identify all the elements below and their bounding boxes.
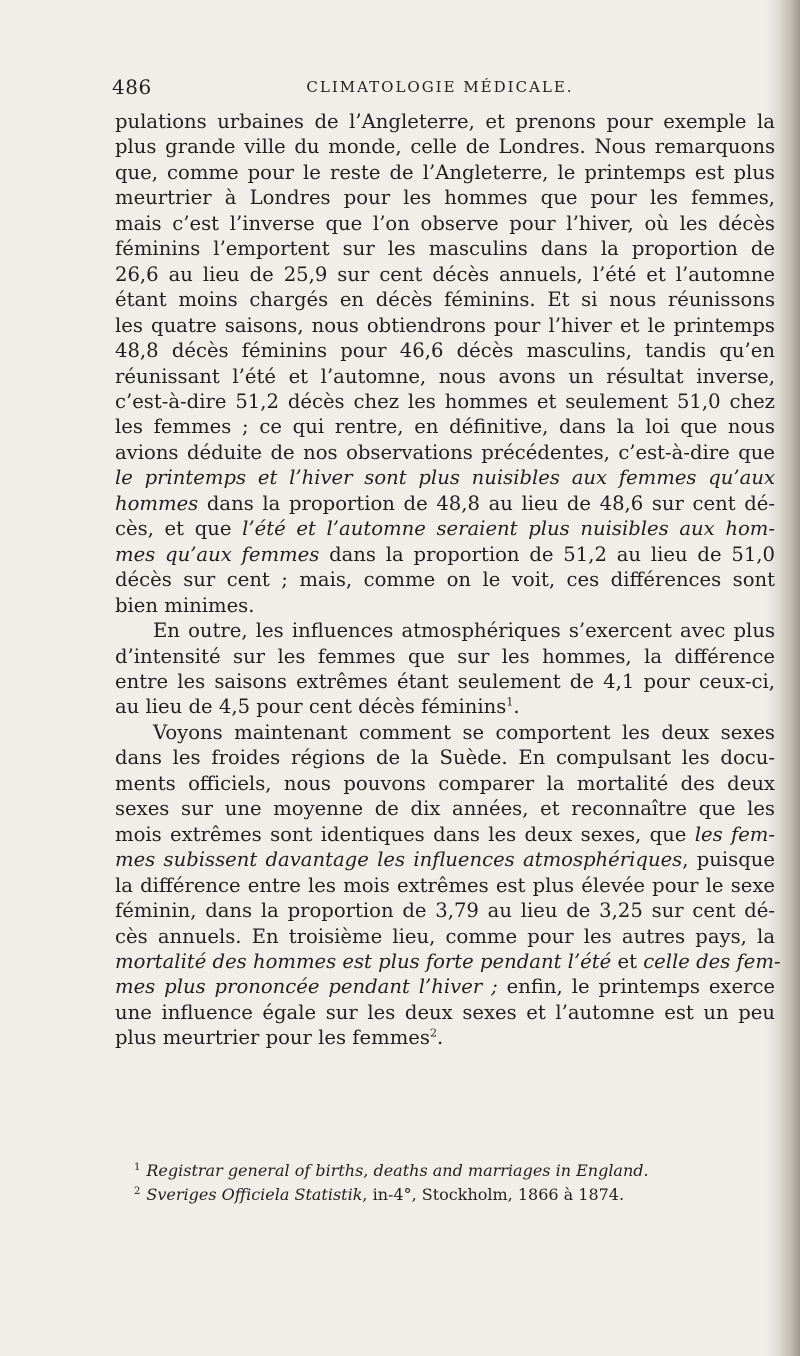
text-line: les femmes ; ce qui rentre, en définitive, dans la loi que nous <box>115 415 775 439</box>
text-line: mes plus prononcée pendant l’hiver ; enfin, le printemps exerce <box>115 975 776 999</box>
footnote-ref: 2 <box>429 1026 437 1040</box>
text-line: d’intensité sur les femmes que sur les hommes, la différence <box>115 644 775 668</box>
text-line: mois extrêmes sont identiques dans les deux sexes, que les fem- <box>115 822 776 846</box>
text-line: la différence entre les mois extrêmes est plus élevée pour le sexe <box>115 873 775 897</box>
italic-text: mes qu’aux femmes <box>115 542 320 566</box>
text-line: pulations urbaines de l’Angleterre, et prenons pour exemple la <box>115 110 775 133</box>
footnote-ref: 1 <box>506 695 514 709</box>
running-title: CLIMATOLOGIE MÉDICALE. <box>306 78 574 96</box>
page-number: 486 <box>112 75 152 99</box>
italic-text: le printemps et l’hiver sont plus nuisibles aux femmes qu’aux <box>115 466 775 490</box>
footnote <box>134 1159 774 1183</box>
footnote: $^2$ Sveriges Officiela Statistik, in-4°, Stockholm, 1866 à 1874. <box>134 1185 625 1204</box>
text-line: que, comme pour le reste de l’Angleterre, le printemps est plus <box>115 160 775 184</box>
text-line: entre les saisons extrêmes étant seulement de 4,1 pour ceux-ci, <box>115 669 775 693</box>
italic-text: hommes <box>115 491 199 515</box>
text-line: bien minimes. <box>115 593 255 617</box>
text-line: En outre, les influences atmosphériques s’exercent avec plus <box>153 619 775 643</box>
text-line: réunissant l’été et l’automne, nous avons un résultat inverse, <box>115 364 775 388</box>
page-header <box>112 75 768 103</box>
footnote-title: Registrar general of births, deaths and marriages in England. <box>146 1161 649 1180</box>
text-line: c’est-à-dire 51,2 décès chez les hommes et seulement 51,0 chez <box>115 389 775 413</box>
text-line: meurtrier à Londres pour les hommes que pour les femmes, <box>115 186 775 210</box>
text-line: mortalité des hommes est plus forte pendant l’été et celle des fem- <box>115 949 781 973</box>
text-line: mais c’est l’inverse que l’on observe pour l’hiver, où les décès <box>115 211 775 235</box>
text-line: 26,6 au lieu de 25,9 sur cent décès annuels, l’été et l’automne <box>115 262 775 286</box>
italic-text: celle des fem- <box>643 949 781 973</box>
italic-text: mortalité des hommes est plus forte pendant l’été <box>115 949 612 973</box>
text-line: Voyons maintenant comment se comportent les deux sexes <box>153 720 775 744</box>
text-line: les quatre saisons, nous obtiendrons pour l’hiver et le printemps <box>115 313 775 337</box>
italic-text: les fem- <box>694 822 776 846</box>
text-line: 48,8 décès féminins pour 46,6 décès masculins, tandis qu’en <box>115 339 775 363</box>
text-line: mes subissent davantage les influences atmosphériques, puisque <box>115 848 775 872</box>
text-line: étant moins chargés en décès féminins. Et si nous réunissons <box>115 288 775 312</box>
text-line: une influence égale sur les deux sexes et l’automne est un peu <box>115 1000 775 1024</box>
footnote-title: Sveriges Officiela Statistik <box>146 1185 363 1204</box>
text-line <box>115 465 775 490</box>
italic-text: mes plus prononcée pendant l’hiver ; <box>115 975 498 999</box>
footnote-mark: 2 <box>134 1185 141 1197</box>
text-line: féminin, dans la proportion de 3,79 au lieu de 3,25 sur cent dé- <box>115 899 775 923</box>
footnotes <box>134 1159 774 1207</box>
text-line: dans les froides régions de la Suède. En compulsant les docu- <box>115 746 775 770</box>
text-line: sexes sur une moyenne de dix années, et reconnaître que les <box>115 797 775 821</box>
italic-text: l’été et l’automne seraient plus nuisibles aux hom- <box>242 517 776 541</box>
footnote-mark: 1 <box>134 1161 141 1173</box>
text-line: ments officiels, nous pouvons comparer la mortalité des deux <box>115 771 775 795</box>
text-line: plus grande ville du monde, celle de Londres. Nous remarquons <box>115 135 775 159</box>
body-text <box>115 109 781 1051</box>
text-line: plus meurtrier pour les femmes$^2$. <box>115 1026 444 1050</box>
text-line: décès sur cent ; mais, comme on le voit, ces différences sont <box>115 568 775 592</box>
text-line: au lieu de 4,5 pour cent décès féminins$^1$. <box>115 695 520 719</box>
text-line: hommes dans la proportion de 48,8 au lieu de 48,6 sur cent dé- <box>115 491 775 515</box>
text-line: cès, et que l’été et l’automne seraient plus nuisibles aux hom- <box>115 517 776 541</box>
text-line: mes qu’aux femmes dans la proportion de 51,2 au lieu de 51,0 <box>115 542 775 566</box>
italic-text: mes subissent davantage les influences atmosphériques <box>115 848 683 872</box>
text-line: féminins l’emportent sur les masculins dans la proportion de <box>115 237 775 261</box>
text-line: cès annuels. En troisième lieu, comme pour les autres pays, la <box>115 924 775 948</box>
text-line: avions déduite de nos observations précédentes, c’est-à-dire que <box>115 440 775 464</box>
